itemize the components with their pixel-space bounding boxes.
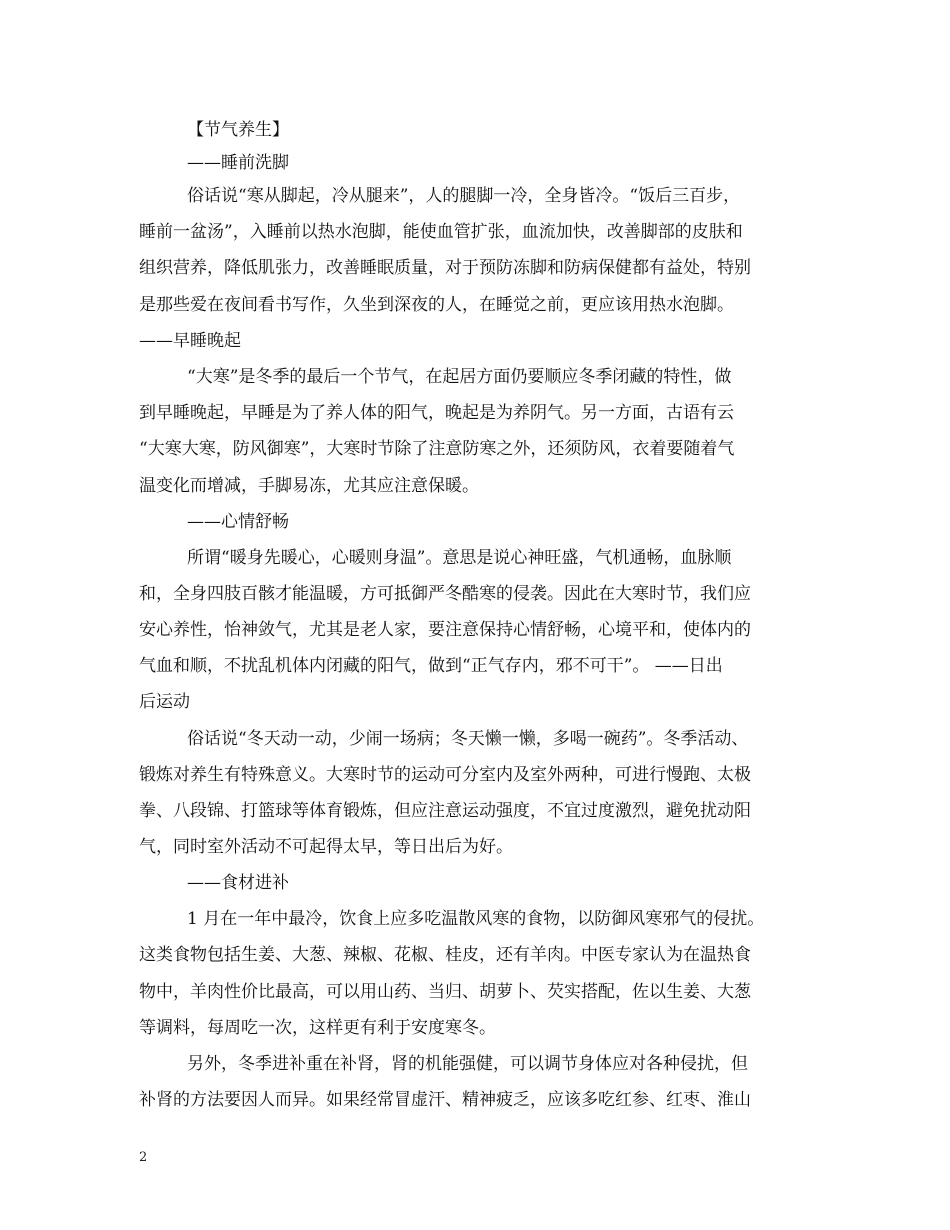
paragraph-line: “大寒”是冬季的最后一个节气，在起居方面仍要顺应冬季闭藏的特性，做 — [187, 367, 732, 387]
subheading-foot-bath: ——睡前洗脚 — [187, 153, 289, 173]
paragraph-line: 睡前一盆汤”，入睡前以热水泡脚，能使血管扩张，血流加快，改善脚部的皮肤和 — [139, 222, 743, 242]
paragraph-line: 气血和顺，不扰乱机体内闭藏的阳气，做到“正气存内，邪不可干”。 ——日出 — [139, 656, 723, 676]
paragraph-line: 1 月在一年中最冷，饮食上应多吃温散风寒的食物，以防御风寒邪气的侵扰。 — [187, 909, 765, 929]
paragraph-line: 温变化而增减，手脚易冻，尤其应注意保暖。 — [139, 476, 479, 496]
paragraph-line: 拳、八段锦、打篮球等体育锻炼，但应注意运动强度，不宜过度激烈，避免扰动阳 — [139, 801, 751, 821]
paragraph-line: 物中，羊肉性价比最高，可以用山药、当归、胡萝卜、芡实搭配，佐以生姜、大葱 — [139, 982, 751, 1002]
paragraph-line: 后运动 — [139, 692, 190, 712]
paragraph-line: 是那些爱在夜间看书写作，久坐到深夜的人，在睡觉之前，更应该用热水泡脚。 — [139, 295, 734, 315]
paragraph-line: 所谓“暖身先暖心，心暖则身温”。意思是说心神旺盛，气机通畅，血脉顺 — [187, 548, 732, 568]
paragraph-line: 另外，冬季进补重在补肾，肾的机能强健，可以调节身体应对各种侵扰，但 — [187, 1054, 748, 1074]
paragraph-line: 锻炼对养生有特殊意义。大寒时节的运动可分室内及室外两种，可进行慢跑、太极 — [139, 765, 751, 785]
paragraph-line: 补肾的方法要因人而异。如果经常冒虚汗、精神疲乏，应该多吃红参、红枣、淮山 — [139, 1090, 751, 1110]
paragraph-line: 俗话说“寒从脚起，冷从腿来”，人的腿脚一冷，全身皆冷。“饭后三百步， — [187, 186, 741, 206]
paragraph-line: 和，全身四肢百骸才能温暖，方可抵御严冬酷寒的侵袭。因此在大寒时节，我们应 — [139, 584, 751, 604]
paragraph-line: “大寒大寒，防风御寒”，大寒时节除了注意防寒之外，还须防风，衣着要随着气 — [139, 439, 735, 459]
paragraph-line: 组织营养，降低肌张力，改善睡眠质量，对于预防冻脚和防病保健都有益处，特别 — [139, 258, 751, 278]
subheading-mood: ——心情舒畅 — [187, 512, 289, 532]
paragraph-line: 安心养性，怡神敛气，尤其是老人家，要注意保持心情舒畅，心境平和，使体内的 — [139, 620, 751, 640]
subheading-food: ——食材进补 — [187, 873, 289, 893]
section-title: 【节气养生】 — [187, 120, 289, 140]
paragraph-line: 这类食物包括生姜、大葱、辣椒、花椒、桂皮，还有羊肉。中医专家认为在温热食 — [139, 945, 751, 965]
page-number: 2 — [139, 1150, 148, 1165]
subheading-sleep: ——早睡晚起 — [139, 331, 241, 351]
paragraph-line: 气，同时室外活动不可起得太早，等日出后为好。 — [139, 837, 513, 857]
paragraph-line: 俗话说“冬天动一动，少闹一场病；冬天懒一懒，多喝一碗药”。冬季活动、 — [187, 729, 749, 749]
paragraph-line: 到早睡晚起，早睡是为了养人体的阳气，晚起是为养阴气。另一方面，古语有云 — [139, 403, 734, 423]
paragraph-line: 等调料，每周吃一次，这样更有利于安度寒冬。 — [139, 1018, 496, 1038]
